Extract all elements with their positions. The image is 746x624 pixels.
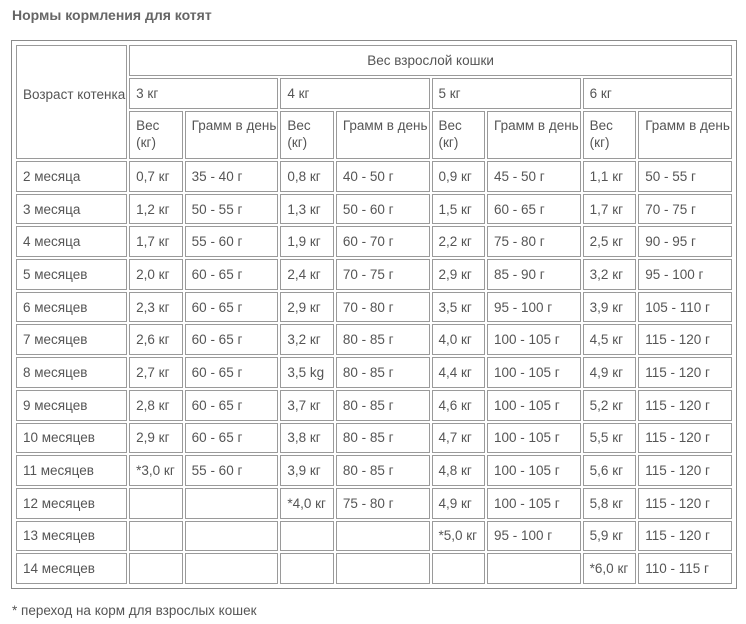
weight-cell: 4,7 кг bbox=[432, 423, 486, 454]
weight-cell: 2,9 кг bbox=[280, 292, 334, 323]
age-cell: 5 месяцев bbox=[16, 259, 127, 290]
weight-cell: 2,9 кг bbox=[432, 259, 486, 290]
age-cell: 4 месяца bbox=[16, 226, 127, 257]
grams-cell: 115 - 120 г bbox=[638, 357, 732, 388]
weight-cell: 3,7 кг bbox=[280, 390, 334, 421]
grams-cell: 55 - 60 г bbox=[185, 455, 279, 486]
grams-col-header: Грамм в день bbox=[638, 111, 732, 159]
table-row bbox=[16, 226, 732, 257]
age-cell: 12 месяцев bbox=[16, 488, 127, 519]
age-cell: 7 месяцев bbox=[16, 324, 127, 355]
grams-cell: 100 - 105 г bbox=[487, 324, 581, 355]
weight-cell: 2,3 кг bbox=[129, 292, 183, 323]
weight-cell bbox=[280, 521, 334, 552]
grams-cell: 90 - 95 г bbox=[638, 226, 732, 257]
grams-cell: 60 - 65 г bbox=[185, 390, 279, 421]
grams-cell: 60 - 70 г bbox=[336, 226, 430, 257]
weight-cell: *3,0 кг bbox=[129, 455, 183, 486]
weight-cell: 1,2 кг bbox=[129, 194, 183, 225]
weight-cell: 4,9 кг bbox=[432, 488, 486, 519]
weight-col-header: Вес (кг) bbox=[583, 111, 637, 159]
table-row bbox=[16, 259, 732, 290]
page-title: Нормы кормления для котят bbox=[12, 7, 212, 23]
age-cell: 9 месяцев bbox=[16, 390, 127, 421]
weight-cell: 4,9 кг bbox=[583, 357, 637, 388]
weight-cell: 2,7 кг bbox=[129, 357, 183, 388]
grams-cell: 60 - 65 г bbox=[185, 423, 279, 454]
table-row bbox=[16, 423, 732, 454]
grams-cell: 100 - 105 г bbox=[487, 488, 581, 519]
feeding-table bbox=[14, 43, 734, 586]
weight-cell: 3,8 кг bbox=[280, 423, 334, 454]
grams-cell bbox=[487, 553, 581, 584]
grams-cell: 100 - 105 г bbox=[487, 423, 581, 454]
table-row bbox=[16, 455, 732, 486]
grams-cell: 35 - 40 г bbox=[185, 161, 279, 192]
group-header-6kg: 6 кг bbox=[583, 78, 732, 109]
grams-cell: 60 - 65 г bbox=[185, 292, 279, 323]
weight-cell: 3,5 кг bbox=[432, 292, 486, 323]
weight-cell: 5,2 кг bbox=[583, 390, 637, 421]
weight-cell: 2,2 кг bbox=[432, 226, 486, 257]
weight-cell: 3,2 кг bbox=[280, 324, 334, 355]
age-header: Возраст котенка bbox=[16, 45, 127, 159]
grams-cell: 100 - 105 г bbox=[487, 390, 581, 421]
weight-cell bbox=[129, 521, 183, 552]
grams-cell: 95 - 100 г bbox=[638, 259, 732, 290]
weight-cell: 5,5 кг bbox=[583, 423, 637, 454]
grams-cell: 105 - 110 г bbox=[638, 292, 732, 323]
grams-cell: 115 - 120 г bbox=[638, 488, 732, 519]
weight-cell: 2,5 кг bbox=[583, 226, 637, 257]
table-row bbox=[16, 390, 732, 421]
age-cell: 10 месяцев bbox=[16, 423, 127, 454]
weight-cell: 1,7 кг bbox=[129, 226, 183, 257]
weight-cell: 0,8 кг bbox=[280, 161, 334, 192]
grams-cell: 115 - 120 г bbox=[638, 521, 732, 552]
weight-cell: 4,0 кг bbox=[432, 324, 486, 355]
weight-cell: 4,5 кг bbox=[583, 324, 637, 355]
grams-cell: 55 - 60 г bbox=[185, 226, 279, 257]
table-row bbox=[16, 161, 732, 192]
grams-cell: 45 - 50 г bbox=[487, 161, 581, 192]
grams-col-header: Грамм в день bbox=[185, 111, 279, 159]
weight-cell: 2,9 кг bbox=[129, 423, 183, 454]
grams-cell: 60 - 65 г bbox=[185, 259, 279, 290]
grams-cell: 70 - 75 г bbox=[336, 259, 430, 290]
grams-cell: 50 - 60 г bbox=[336, 194, 430, 225]
weight-col-header: Вес (кг) bbox=[432, 111, 486, 159]
weight-cell: *5,0 кг bbox=[432, 521, 486, 552]
age-cell: 6 месяцев bbox=[16, 292, 127, 323]
grams-cell: 95 - 100 г bbox=[487, 292, 581, 323]
grams-cell bbox=[185, 553, 279, 584]
footnote: * переход на корм для взрослых кошек bbox=[12, 603, 257, 618]
grams-cell: 75 - 80 г bbox=[487, 226, 581, 257]
grams-cell: 80 - 85 г bbox=[336, 390, 430, 421]
table-row bbox=[16, 357, 732, 388]
table-row bbox=[16, 553, 732, 584]
table-row bbox=[16, 292, 732, 323]
weight-cell: 1,5 кг bbox=[432, 194, 486, 225]
weight-cell: 2,6 кг bbox=[129, 324, 183, 355]
grams-col-header: Грамм в день bbox=[336, 111, 430, 159]
weight-cell: *4,0 кг bbox=[280, 488, 334, 519]
weight-cell: 0,7 кг bbox=[129, 161, 183, 192]
grams-cell: 60 - 65 г bbox=[185, 324, 279, 355]
grams-cell bbox=[185, 488, 279, 519]
weight-cell: 4,4 кг bbox=[432, 357, 486, 388]
table-row bbox=[16, 324, 732, 355]
weight-cell: 1,9 кг bbox=[280, 226, 334, 257]
weight-cell: 4,8 кг bbox=[432, 455, 486, 486]
grams-cell: 110 - 115 г bbox=[638, 553, 732, 584]
grams-cell: 70 - 80 г bbox=[336, 292, 430, 323]
weight-cell: 3,9 кг bbox=[280, 455, 334, 486]
grams-cell: 80 - 85 г bbox=[336, 423, 430, 454]
grams-cell: 115 - 120 г bbox=[638, 455, 732, 486]
grams-cell: 100 - 105 г bbox=[487, 455, 581, 486]
age-cell: 2 месяца bbox=[16, 161, 127, 192]
weight-cell: 0,9 кг bbox=[432, 161, 486, 192]
grams-cell: 80 - 85 г bbox=[336, 357, 430, 388]
grams-cell: 50 - 55 г bbox=[638, 161, 732, 192]
grams-cell: 100 - 105 г bbox=[487, 357, 581, 388]
grams-cell: 115 - 120 г bbox=[638, 390, 732, 421]
grams-cell: 50 - 55 г bbox=[185, 194, 279, 225]
grams-cell: 75 - 80 г bbox=[336, 488, 430, 519]
table-row bbox=[16, 521, 732, 552]
age-cell: 8 месяцев bbox=[16, 357, 127, 388]
weight-cell bbox=[129, 553, 183, 584]
table-row bbox=[16, 488, 732, 519]
grams-col-header: Грамм в день bbox=[487, 111, 581, 159]
weight-cell: 2,8 кг bbox=[129, 390, 183, 421]
age-cell: 3 месяца bbox=[16, 194, 127, 225]
weight-cell bbox=[129, 488, 183, 519]
weight-cell: 5,8 кг bbox=[583, 488, 637, 519]
weight-cell: 1,1 кг bbox=[583, 161, 637, 192]
weight-col-header: Вес (кг) bbox=[129, 111, 183, 159]
age-cell: 13 месяцев bbox=[16, 521, 127, 552]
weight-cell: 5,9 кг bbox=[583, 521, 637, 552]
grams-cell: 40 - 50 г bbox=[336, 161, 430, 192]
group-header-5kg: 5 кг bbox=[432, 78, 581, 109]
group-header-4kg: 4 кг bbox=[280, 78, 429, 109]
grams-cell: 85 - 90 г bbox=[487, 259, 581, 290]
table-body bbox=[16, 161, 732, 584]
weight-cell: 2,4 кг bbox=[280, 259, 334, 290]
group-header-3kg: 3 кг bbox=[129, 78, 278, 109]
weight-cell: 3,5 kg bbox=[280, 357, 334, 388]
weight-cell: 3,2 кг bbox=[583, 259, 637, 290]
weight-cell: *6,0 кг bbox=[583, 553, 637, 584]
age-cell: 11 месяцев bbox=[16, 455, 127, 486]
grams-cell bbox=[336, 553, 430, 584]
weight-cell: 4,6 кг bbox=[432, 390, 486, 421]
weight-cell: 2,0 кг bbox=[129, 259, 183, 290]
grams-cell: 95 - 100 г bbox=[487, 521, 581, 552]
table-row bbox=[16, 194, 732, 225]
weight-cell bbox=[432, 553, 486, 584]
grams-cell: 60 - 65 г bbox=[185, 357, 279, 388]
grams-cell: 115 - 120 г bbox=[638, 423, 732, 454]
grams-cell: 70 - 75 г bbox=[638, 194, 732, 225]
weight-cell: 1,7 кг bbox=[583, 194, 637, 225]
age-cell: 14 месяцев bbox=[16, 553, 127, 584]
grams-cell bbox=[336, 521, 430, 552]
grams-cell: 60 - 65 г bbox=[487, 194, 581, 225]
weight-cell: 3,9 кг bbox=[583, 292, 637, 323]
weight-cell: 5,6 кг bbox=[583, 455, 637, 486]
adult-weight-header: Вес взрослой кошки bbox=[129, 45, 732, 76]
feeding-table-frame bbox=[11, 40, 737, 589]
grams-cell bbox=[185, 521, 279, 552]
grams-cell: 80 - 85 г bbox=[336, 455, 430, 486]
weight-col-header: Вес (кг) bbox=[280, 111, 334, 159]
grams-cell: 80 - 85 г bbox=[336, 324, 430, 355]
weight-cell bbox=[280, 553, 334, 584]
weight-cell: 1,3 кг bbox=[280, 194, 334, 225]
grams-cell: 115 - 120 г bbox=[638, 324, 732, 355]
